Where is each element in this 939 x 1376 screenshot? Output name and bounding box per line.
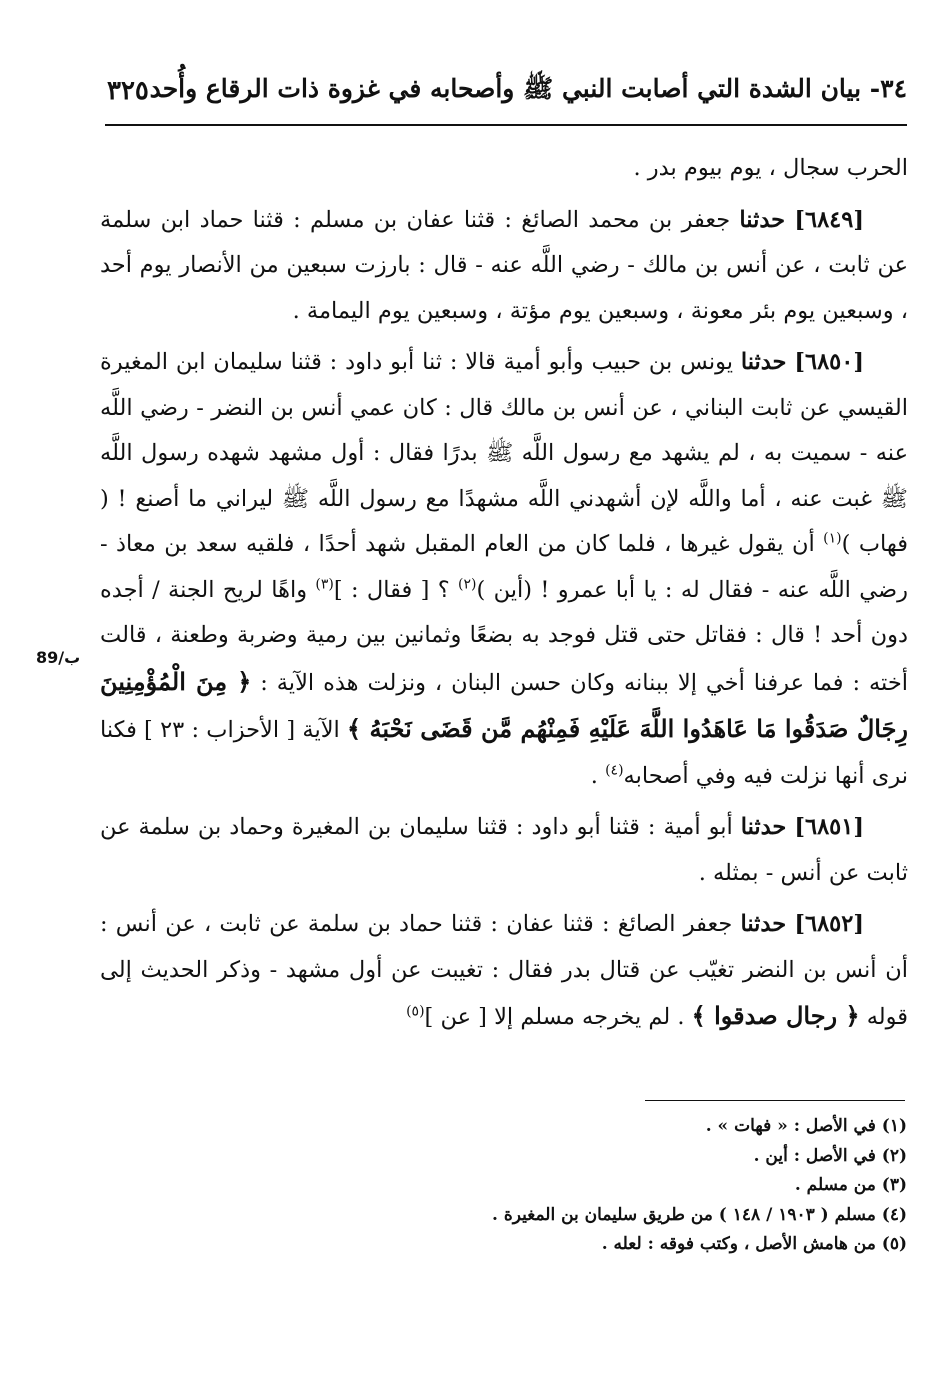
footnote-ref: (١): [823, 530, 842, 547]
hadith-number: [٦٨٤٩]: [794, 206, 864, 233]
footnote: (٥) من هامش الأصل ، وكتب فوقه : لعله .: [601, 1234, 907, 1254]
quran-verse: ﴿ رجال صدقوا ﴾: [691, 1001, 860, 1030]
quran-verse: ﴿ مِنَ الْمُؤْمِنِينَ رِجَالٌ صَدَقُوا مَا عَاهَدُوا اللَّهَ عَلَيْهِ فَمِنْهُم مَّن قَضَى نَحْبَهُ ﴾: [100, 666, 908, 743]
hadith-text: يونس بن حبيب وأبو أمية قالا : ثنا أبو داود : قثنا سليمان ابن المغيرة القيسي عن ثابت البناني ، عن أنس بن مالك قال : كان عمي أنس بن النضر - رضي اللَّه عنه - سميت به ، لم يشهد مع رسول اللَّه ﷺ بدرًا فقال : أول مشهد شهده رسول اللَّه ﷺ غبت عنه ، أما واللَّه لإن أشهدني اللَّه مشهدًا مع رسول اللَّه ﷺ ليراني ما أصنع ! ( فهاب ): [100, 349, 908, 557]
hadith-text: الآية [ الأحزاب : ٢٣ ] فكنا نرى أنها نزلت فيه وفي أصحابه: [100, 717, 908, 789]
page-header: [95, 66, 907, 116]
footnote: (١) في الأصل : « فهات » .: [705, 1116, 907, 1136]
hadith-6852: [100, 902, 908, 1041]
hadith-text: جعفر بن محمد الصائغ : قثنا عفان بن مسلم : قثنا حماد ابن سلمة عن ثابت ، عن أنس بن مالك - رضي اللَّه عنه - قال : بارزت سبعين من الأنصار يوم أحد ، وسبعين يوم بئر معونة ، وسبعين يوم مؤتة ، وسبعين يوم اليمامة .: [100, 206, 908, 324]
footnote-ref: (٥): [406, 1003, 425, 1020]
footnote: (٤) مسلم ( ١٩٠٣ / ١٤٨ ) من طريق سليمان بن المغيرة .: [491, 1204, 907, 1225]
footnote-ref: (٣): [315, 576, 334, 592]
hadith-text: جعفر الصائغ : قثنا عفان : قثنا حماد بن سلمة عن ثابت ، عن أنس : أن أنس بن النضر تغيّب عن قتال بدر فقال : تغيبت عن أول مشهد - وذكر الحديث إلى قوله: [100, 911, 908, 1030]
hadith-number: [٦٨٥١]: [794, 814, 865, 840]
hadith-6849: [100, 198, 908, 335]
hadith-text: واهًا لريح الجنة / أجده دون أحد ! قال : فقاتل حتى قتل فوجد به بضعًا وثمانين بين رمية وضربة وطعنة ، قالت أخته : فما عرفنا أخي إلا ببنانه وكان حسن البنان ، ونزلت هذه الآية :: [100, 576, 908, 696]
hadith-text: أن يقول غيرها ، فلما كان من العام المقبل شهد أحدًا ، فلقيه سعد بن معاذ - رضي اللَّه عنه - فقال له : يا أبا عمرو ! (أين ): [100, 531, 908, 603]
hadith-number: [٦٨٥٠]: [794, 349, 864, 375]
narration-lead: حدثنا: [740, 349, 787, 375]
paragraph-continuation: الحرب سجال ، يوم بيوم بدر .: [633, 155, 908, 181]
hadith-6851: [100, 805, 908, 896]
hadith-text: . لم يخرجه مسلم إلا [ عن ]: [424, 1004, 692, 1030]
page-number: ٣٢٥: [107, 76, 149, 106]
hadith-text: .: [590, 762, 606, 789]
hadith-6850: [100, 340, 908, 799]
footnotes: [300, 1112, 907, 1260]
hadith-text: ؟ [ فقال : ]: [333, 576, 458, 603]
footnote-ref: (٢): [457, 576, 477, 592]
chapter-title: ٣٤- بيان الشدة التي أصابت النبي ﷺ وأصحابه في غزوة ذات الرقاع وأُحد: [149, 73, 907, 103]
manuscript-folio-note: 89/ب: [36, 648, 81, 667]
footnote: (٢) في الأصل : أين .: [753, 1145, 907, 1166]
footnote: (٣) من مسلم .: [794, 1175, 907, 1195]
narration-lead: حدثنا: [740, 814, 787, 840]
header-rule: [105, 124, 907, 126]
main-text: [100, 146, 908, 1047]
footnote-rule: [645, 1100, 905, 1101]
narration-lead: حدثنا: [739, 206, 786, 233]
hadith-number: [٦٨٥٢]: [794, 911, 865, 937]
hadith-text: أبو أمية : قثنا أبو داود : قثنا سليمان بن المغيرة وحماد بن سلمة عن ثابت عن أنس - بمثله .: [100, 814, 908, 886]
footnote-ref: (٤): [605, 762, 624, 778]
narration-lead: حدثنا: [740, 911, 787, 937]
